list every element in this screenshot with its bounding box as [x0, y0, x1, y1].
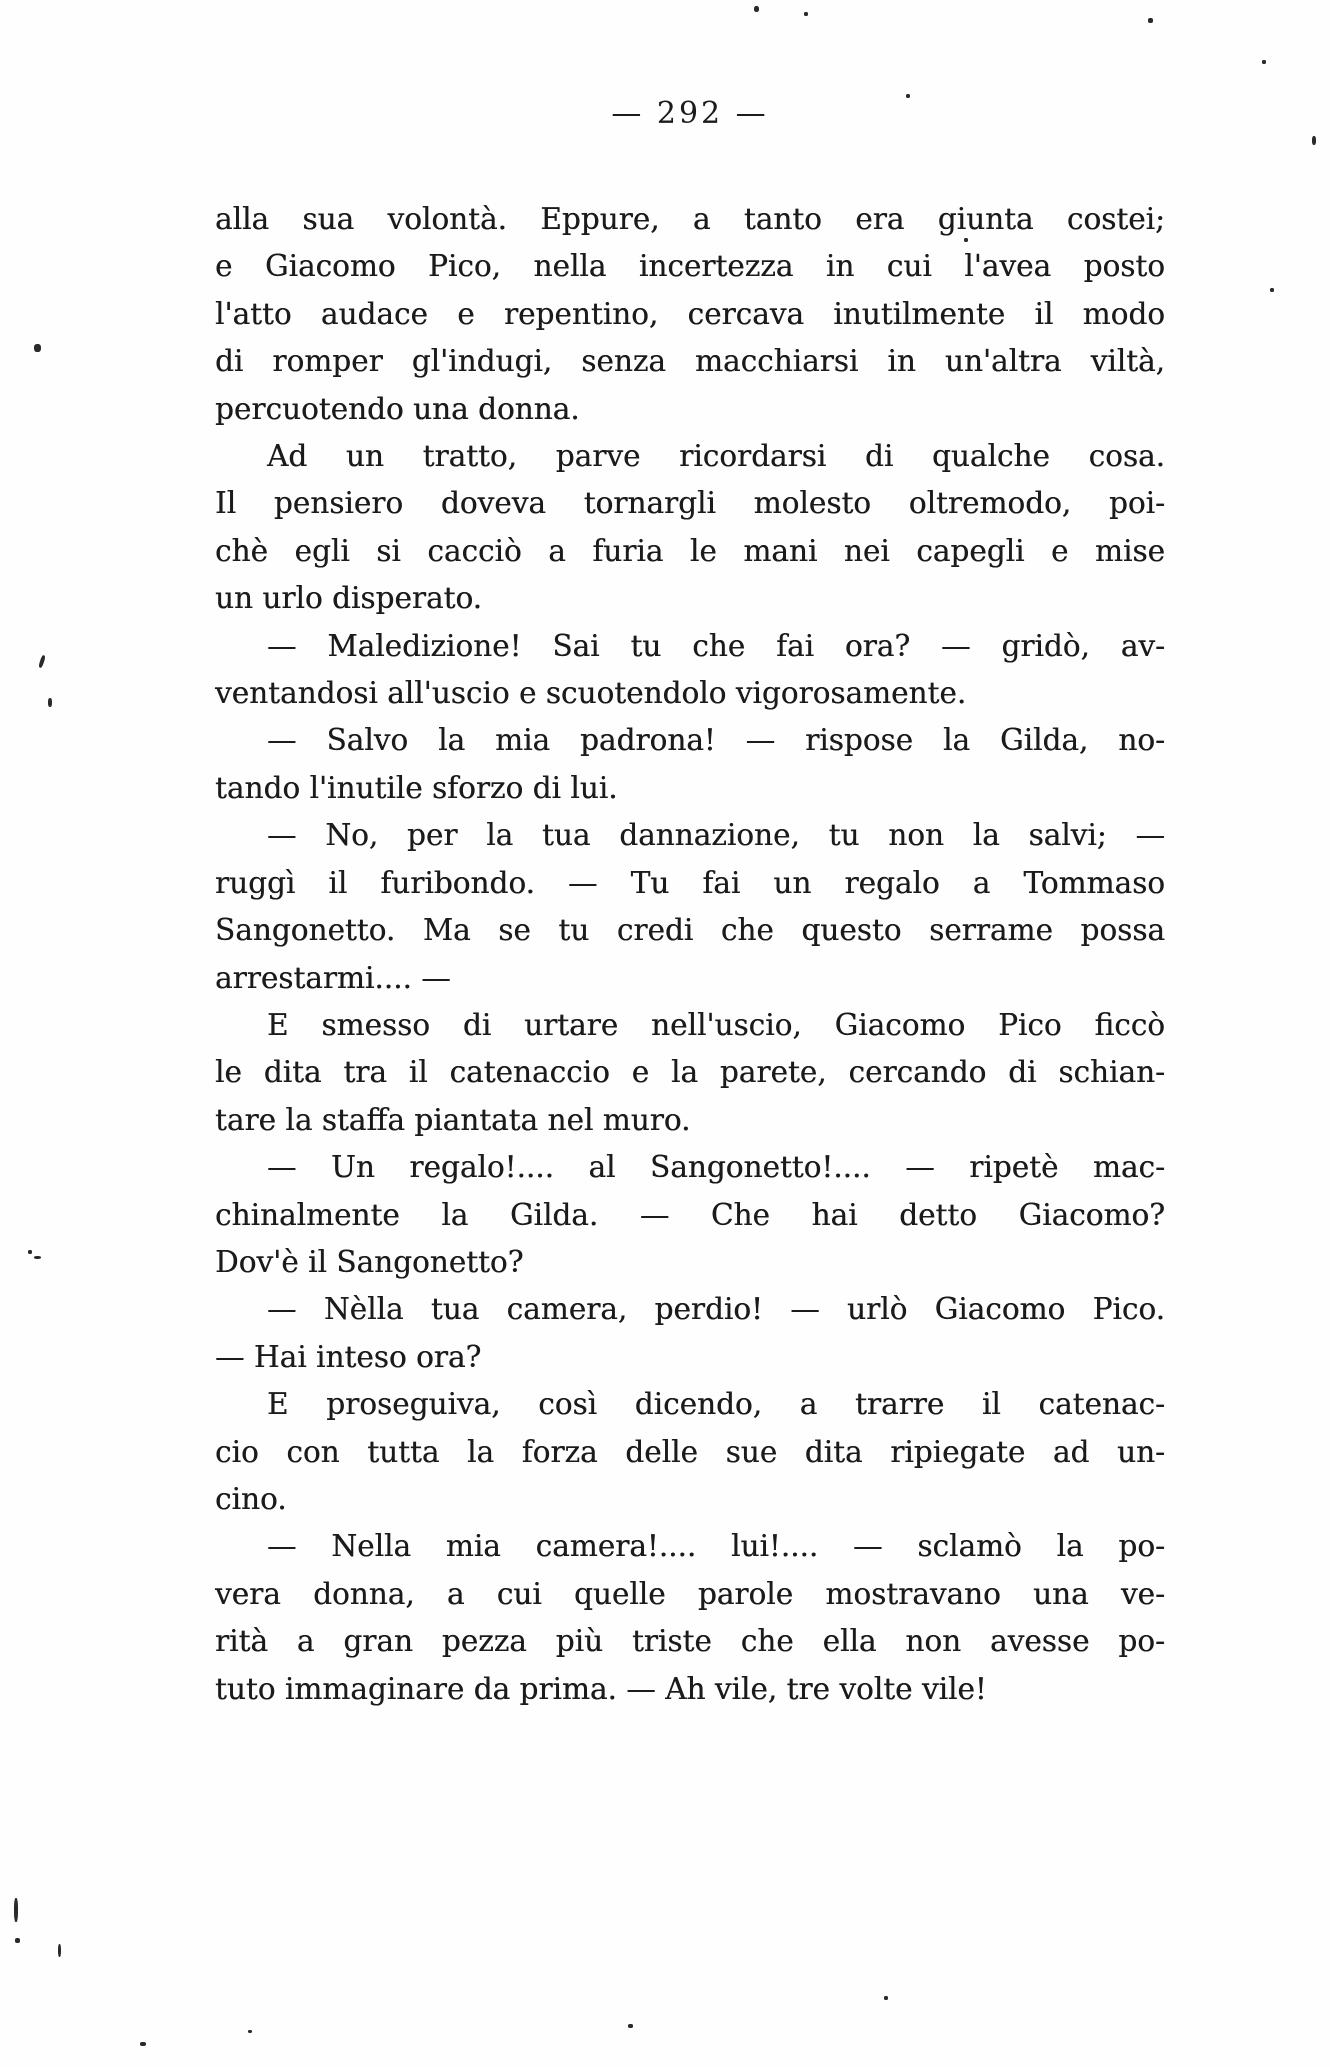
text-line: rità a gran pezza più triste che ella non avesse po- [215, 1624, 1165, 1659]
text-line: vera donna, a cui quelle parole mostravano una ve- [215, 1576, 1165, 1611]
text-line: tare la staffa piantata nel muro. [215, 1102, 691, 1137]
scan-speck [1148, 18, 1153, 23]
scan-speck [884, 1996, 888, 2000]
text-line: cino. [215, 1481, 287, 1516]
text-line: — Maledizione! Sai tu che fai ora? — gridò, av- [267, 628, 1165, 663]
scan-speck [38, 655, 46, 669]
text-line: l'atto audace e repentino, cercava inutilmente il modo [215, 296, 1165, 331]
scan-speck [14, 1898, 18, 1922]
text-line: E smesso di urtare nell'uscio, Giacomo Pico ficcò [267, 1007, 1165, 1042]
text-line: ventandosi all'uscio e scuotendolo vigorosamente. [215, 676, 967, 711]
text-line: — Nèlla tua camera, perdio! — urlò Giacomo Pico. [267, 1292, 1165, 1327]
scan-speck [15, 1938, 20, 1943]
scan-speck [28, 1250, 32, 1254]
text-line: chinalmente la Gilda. — Che hai detto Giacomo? [215, 1197, 1165, 1232]
scan-speck [248, 2030, 252, 2033]
text-line: ruggì il furibondo. — Tu fai un regalo a Tommaso [215, 865, 1165, 900]
text-line: Il pensiero doveva tornargli molesto oltremodo, poi- [215, 486, 1165, 521]
text-line: di romper gl'indugi, senza macchiarsi in un'altra viltà, [215, 344, 1165, 379]
scan-speck [34, 1256, 41, 1259]
page-number: — 292 — [611, 96, 769, 131]
text-line: E proseguiva, così dicendo, a trarre il catenac- [267, 1387, 1165, 1422]
text-line: percuotendo una donna. [215, 391, 580, 426]
scan-speck [906, 94, 910, 98]
page-text [215, 196, 1165, 1713]
text-line: — No, per la tua dannazione, tu non la salvi; — [267, 818, 1165, 853]
text-line: — Nella mia camera!.... lui!.... — sclamò la po- [267, 1529, 1165, 1564]
text-line: e Giacomo Pico, nella incertezza in cui l'avea posto [215, 249, 1165, 284]
text-line: Dov'è il Sangonetto? [215, 1244, 524, 1279]
scan-speck [804, 12, 808, 16]
scan-speck [48, 698, 52, 707]
scan-speck [964, 238, 968, 242]
text-line: tando l'inutile sforzo di lui. [215, 770, 618, 805]
text-line: — Hai inteso ora? [215, 1339, 482, 1374]
scan-speck [140, 2042, 146, 2046]
text-line: un urlo disperato. [215, 581, 483, 616]
text-line: tuto immaginare da prima. — Ah vile, tre volte vile! [215, 1671, 987, 1706]
text-line: — Un regalo!.... al Sangonetto!.... — ripetè mac- [267, 1150, 1165, 1185]
text-line: cio con tutta la forza delle sue dita ripiegate ad un- [215, 1434, 1165, 1469]
text-line: Sangonetto. Ma se tu credi che questo serrame possa [215, 913, 1165, 948]
scan-speck [1270, 288, 1274, 292]
scan-speck [754, 6, 759, 12]
text-line: chè egli si cacciò a furia le mani nei capegli e mise [215, 533, 1165, 568]
text-line: alla sua volontà. Eppure, a tanto era giunta costei; [215, 202, 1165, 236]
text-line: le dita tra il catenaccio e la parete, cercando di schian- [215, 1055, 1165, 1090]
scan-speck [628, 2024, 633, 2028]
scan-speck [58, 1944, 61, 1957]
text-line: arrestarmi.... — [215, 960, 451, 995]
scan-speck [1262, 60, 1266, 64]
text-line: Ad un tratto, parve ricordarsi di qualche cosa. [267, 439, 1165, 474]
text-line: — Salvo la mia padrona! — rispose la Gilda, no- [267, 723, 1165, 758]
scan-speck [34, 344, 41, 352]
scan-speck [1312, 136, 1316, 145]
